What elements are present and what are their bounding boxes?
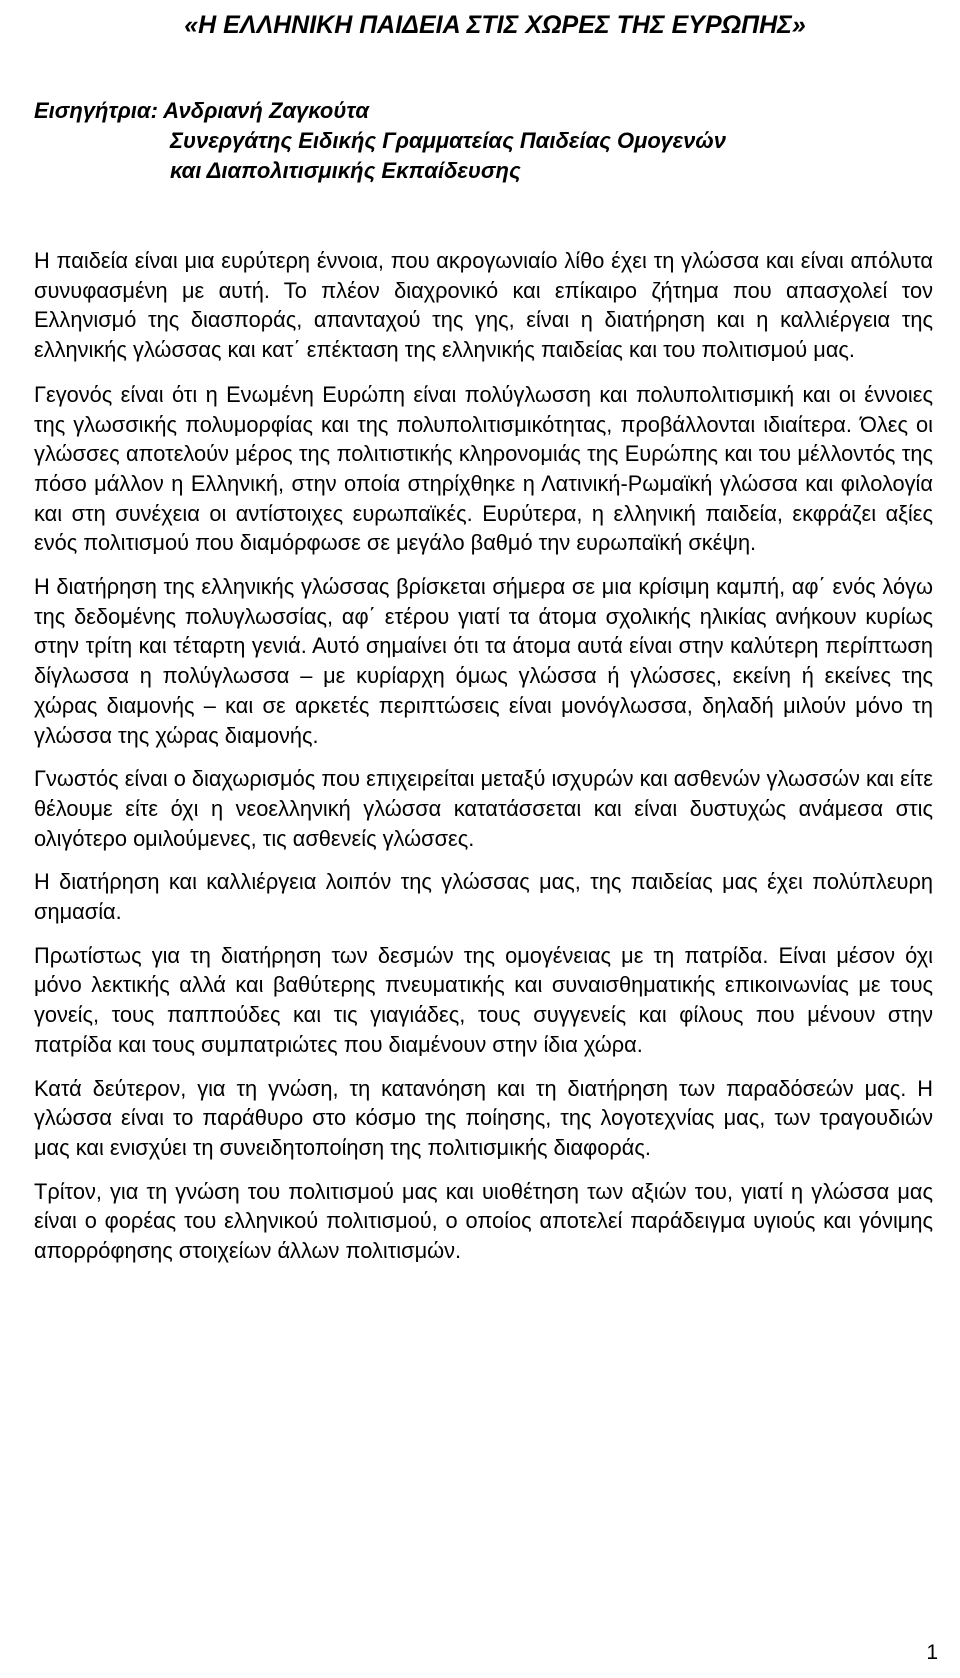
author-role-line: και Διαπολιτισμικής Εκπαίδευσης [170,158,521,183]
paragraph: Τρίτον, για τη γνώση του πολιτισμού μας και υιοθέτηση των αξιών του, γιατί η γλώσσα μας είναι ο φορέας του ελληνικού πολιτισμού, ο οποίος αποτελεί παράδειγμα υγιούς και γόνιμης απορρόφησης στοιχείων άλλων πολιτισμών. [34,1178,933,1264]
document-body [34,246,933,1280]
paragraph: Γνωστός είναι ο διαχωρισμός που επιχειρείται μεταξύ ισχυρών και ασθενών γλωσσών και είτε θέλουμε είτε όχι η νεοελληνική γλώσσα κατατάσσεται και είναι δυστυχώς ανάμεσα στις ολιγότερο ομιλούμενες, τις ασθενείς γλώσσες. [34,766,933,851]
page-number: 1 [926,1641,938,1664]
author-block [34,96,726,186]
paragraph: Η παιδεία είναι μια ευρύτερη έννοια, που ακρογωνιαίο λίθο έχει τη γλώσσα και είναι απόλυτα συνυφασμένη με αυτή. Το πλέον διαχρονικό και επίκαιρο ζήτημα που απασχολεί τον Ελληνισμό της διασποράς, απανταχού της γης, είναι η διατήρηση και η καλλιέργεια της ελληνικής γλώσσας και κατ΄ επέκταση της ελληνικής παιδείας και του πολιτισμού μας. [34,248,933,363]
paragraph: Γεγονός είναι ότι η Ενωμένη Ευρώπη είναι πολύγλωσση και πολυπολιτισμική και οι έννοιες της γλωσσικής πολυμορφίας και της πολυπολιτισμικότητας, προβάλλονται ιδιαίτερα. Όλες οι γλώσσες αποτελούν μέρος της πολιτιστικής κληρονομιάς της Ευρώπης και του μέλλοντός της πόσο μάλλον η Ελληνική, στην οποία στηρίχθηκε η Λατινική-Ρωμαϊκή γλώσσα και φιλολογία και στη συνέχεια οι αντίστοιχες ευρωπαϊκές. Ευρύτερα, η ελληνική παιδεία, εκφράζει αξίες ενός πολιτισμού που διαμόρφωσε σε μεγάλο βαθμό την ευρωπαϊκή σκέψη. [34,381,933,556]
paragraph: Η διατήρηση και καλλιέργεια λοιπόν της γλώσσας μας, της παιδείας μας έχει πολύπλευρη σημασία. [34,869,933,925]
document-title: «Η ΕΛΛΗΝΙΚΗ ΠΑΙΔΕΙΑ ΣΤΙΣ ΧΩΡΕΣ ΤΗΣ ΕΥΡΩΠΗΣ» [184,11,806,39]
author-role-line: Συνεργάτης Ειδικής Γραμματείας Παιδείας Ομογενών [170,128,726,153]
paragraph: Κατά δεύτερον, για τη γνώση, τη κατανόηση και τη διατήρηση των παραδόσεών μας. Η γλώσσα είναι το παράθυρο στο κόσμο της ποίησης, της λογοτεχνίας μας, των τραγουδιών μας και ενισχύει τη συνειδητοποίηση της πολιτισμικής διαφοράς. [34,1075,933,1160]
paragraph: Πρωτίστως για τη διατήρηση των δεσμών της ομογένειας με τη πατρίδα. Είναι μέσον όχι μόνο λεκτικής αλλά και βαθύτερης πνευματικής και συναισθηματικής επικοινωνίας με τους γονείς, τους παππούδες και τις γιαγιάδες, τους συγγενείς και φίλους που μένουν στην πατρίδα και τους συμπατριώτες που διαμένουν στην ίδια χώρα. [34,942,933,1057]
paragraph: Η διατήρηση της ελληνικής γλώσσας βρίσκεται σήμερα σε μια κρίσιμη καμπή, αφ΄ ενός λόγω της δεδομένης πολυγλωσσίας, αφ΄ ετέρου γιατί τα άτομα σχολικής ηλικίας ανήκουν κυρίως στην τρίτη και τέταρτη γενιά. Αυτό σημαίνει ότι τα άτομα αυτά είναι στην καλύτερη περίπτωση δίγλωσσα η πολύγλωσσα – με κυρίαρχη όμως γλώσσα ή γλώσσες, εκείνη ή εκείνες της χώρας διαμονής – και σε αρκετές περιπτώσεις είναι μονόγλωσσα, δηλαδή μιλούν μόνο τη γλώσσα της χώρας διαμονής. [34,574,933,748]
author-line: Εισηγήτρια: Ανδριανή Ζαγκούτα [34,98,369,123]
